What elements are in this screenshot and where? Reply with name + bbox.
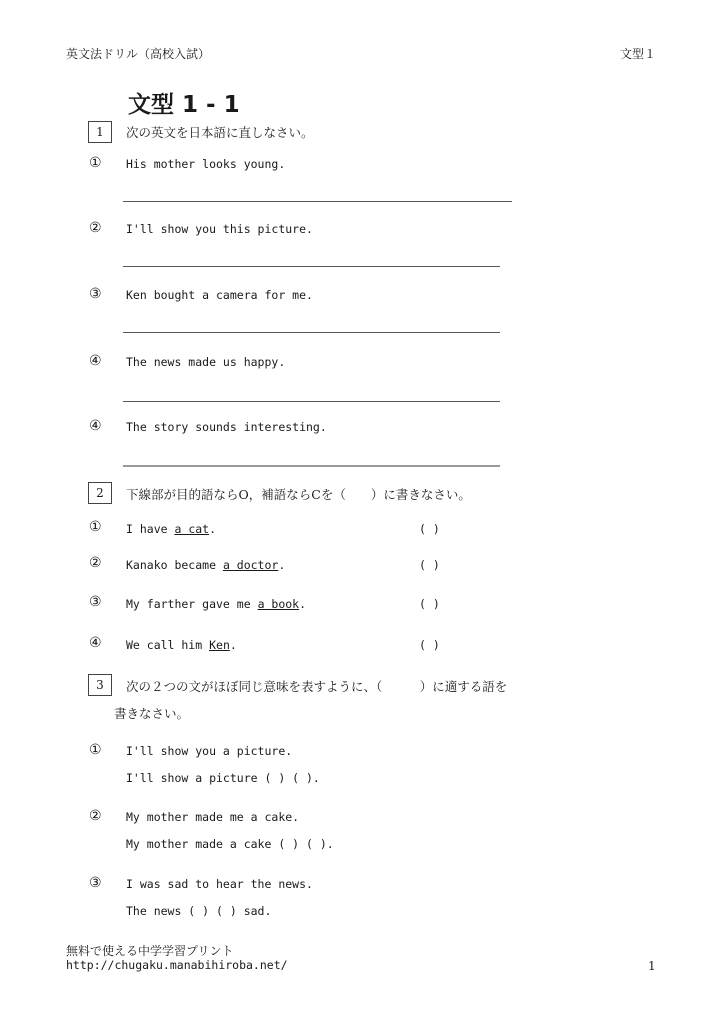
section3-item1-mark: ① — [89, 742, 102, 758]
section3-instruction-line1: 次の２つの文がほぼ同じ意味を表すように、（ ）に適する語を — [126, 679, 508, 694]
section1-item4-mark: ④ — [89, 353, 102, 369]
section3-item3-mark: ③ — [89, 875, 102, 891]
section1-item4-text: The news made us happy. — [126, 355, 286, 369]
section2-number: 2 — [88, 482, 112, 504]
section2-item2-answer-blank[interactable]: ( ) — [419, 558, 440, 572]
section1-item1-text: His mother looks young. — [126, 157, 286, 171]
answer-line-2[interactable] — [123, 266, 500, 267]
page-number: 1 — [648, 959, 656, 973]
section1-item3-text: Ken bought a camera for me. — [126, 288, 313, 302]
page-title: 文型 1 - 1 — [128, 92, 240, 118]
section2-item3-answer-blank[interactable]: ( ) — [419, 597, 440, 611]
section3-item2-mark: ② — [89, 808, 102, 824]
section3-item2-line1: My mother made me a cake. — [126, 810, 300, 824]
section2-item2-mark: ② — [89, 555, 102, 571]
section3-instruction-line2: 書きなさい。 — [114, 706, 190, 721]
answer-line-1[interactable] — [123, 201, 512, 202]
section3-item1-line1: I'll show you a picture. — [126, 744, 293, 758]
section1-item2-mark: ② — [89, 220, 102, 236]
footer-title: 無料で使える中学学習プリント — [66, 944, 234, 958]
section3-item3-line1: I was sad to hear the news. — [126, 877, 313, 891]
section1-item2-text: I'll show you this picture. — [126, 222, 313, 236]
section2-item3-sentence: My farther gave me a book. — [126, 597, 307, 611]
section1-number: 1 — [88, 121, 112, 143]
section1-item5-text: The story sounds interesting. — [126, 420, 327, 434]
header-right: 文型１ — [620, 47, 657, 61]
section3-number: 3 — [88, 674, 112, 696]
section2-item4-mark: ④ — [89, 635, 102, 651]
section2-instruction: 下線部が目的語ならO，補語ならCを（ ）に書きなさい。 — [126, 487, 471, 502]
section2-item4-sentence: We call him Ken. — [126, 638, 237, 652]
section2-item1-answer-blank[interactable]: ( ) — [419, 522, 440, 536]
section1-item5-mark: ④ — [89, 418, 102, 434]
header-left: 英文法ドリル（高校入試） — [66, 47, 211, 61]
answer-line-4[interactable] — [123, 401, 500, 402]
section1-item3-mark: ③ — [89, 286, 102, 302]
section2-item4-answer-blank[interactable]: ( ) — [419, 638, 440, 652]
section3-item2-line2[interactable]: My mother made a cake ( ) ( ). — [126, 837, 334, 851]
answer-line-3[interactable] — [123, 332, 500, 333]
section2-item1-sentence: I have a cat. — [126, 522, 217, 536]
section3-item3-line2[interactable]: The news ( ) ( ) sad. — [126, 904, 272, 918]
section2-item3-mark: ③ — [89, 594, 102, 610]
section1-item1-mark: ① — [89, 155, 102, 171]
section2-item2-sentence: Kanako became a doctor. — [126, 558, 286, 572]
answer-line-5[interactable] — [123, 465, 500, 467]
footer-url[interactable]: http://chugaku.manabihiroba.net/ — [66, 958, 288, 972]
section1-instruction: 次の英文を日本語に直しなさい。 — [126, 125, 314, 140]
section3-item1-line2[interactable]: I'll show a picture ( ) ( ). — [126, 771, 320, 785]
section2-item1-mark: ① — [89, 519, 102, 535]
